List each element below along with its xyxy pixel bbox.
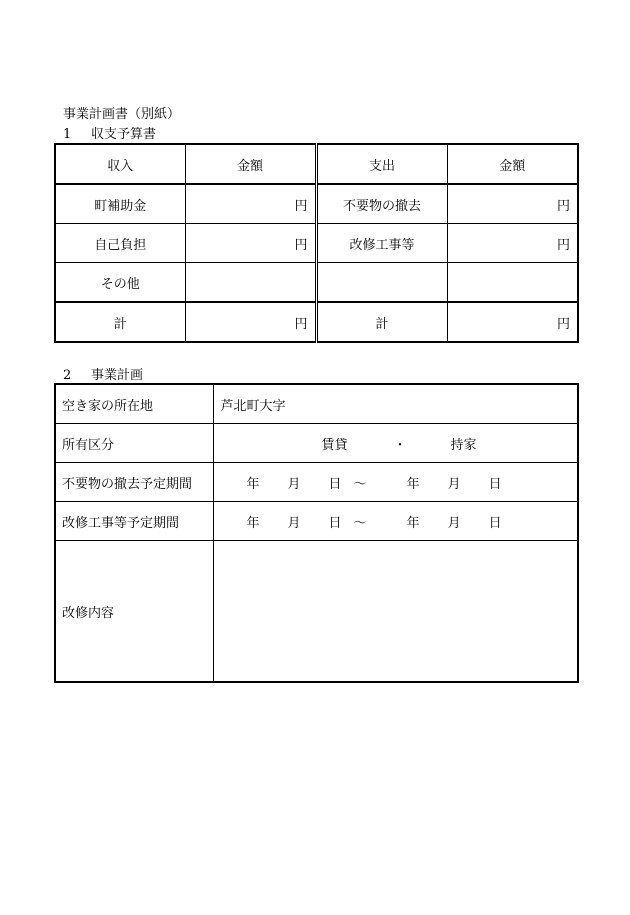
budget-row xyxy=(55,224,578,263)
income-item: 町補助金 xyxy=(55,184,185,224)
document-title: 事業計画書（別紙） xyxy=(63,107,181,122)
removal-period-label: 不要物の撤去予定期間 xyxy=(55,463,213,502)
income-item: その他 xyxy=(55,263,185,303)
section-2-title: 事業計画 xyxy=(91,368,144,383)
location-label: 空き家の所在地 xyxy=(55,384,213,424)
start-year-unit: 年 xyxy=(246,515,260,531)
period-tilde: ～ xyxy=(353,515,367,531)
ownership-label: 所有区分 xyxy=(55,424,213,463)
expense-amount-field[interactable]: 円 xyxy=(447,184,578,224)
expense-total-label: 計 xyxy=(316,302,447,342)
renovation-period-row xyxy=(55,502,578,541)
income-item: 自己負担 xyxy=(55,224,185,263)
section-2-number: 2 xyxy=(63,368,72,383)
expense-total-field[interactable]: 円 xyxy=(447,302,578,342)
income-total-label: 計 xyxy=(55,302,185,342)
section-1-title: 収支予算書 xyxy=(91,127,157,142)
ownership-row xyxy=(55,424,578,463)
header-income-amount: 金額 xyxy=(185,144,316,184)
location-field[interactable]: 芦北町大字 xyxy=(213,384,578,424)
removal-period-field[interactable] xyxy=(213,463,578,502)
content-label: 改修内容 xyxy=(55,541,213,683)
ownership-separator: ・ xyxy=(393,437,407,453)
period-tilde: ～ xyxy=(353,476,367,492)
budget-row xyxy=(55,263,578,303)
expense-amount-field[interactable] xyxy=(447,263,578,303)
renovation-period-label: 改修工事等予定期間 xyxy=(55,502,213,541)
header-expense: 支出 xyxy=(316,144,447,184)
ownership-field[interactable] xyxy=(213,424,578,463)
ownership-option-own[interactable]: 持家 xyxy=(450,437,477,453)
income-amount-field[interactable]: 円 xyxy=(185,184,316,224)
end-year-unit: 年 xyxy=(406,515,420,531)
start-year-unit: 年 xyxy=(246,476,260,492)
expense-item: 改修工事等 xyxy=(316,224,447,263)
end-day-unit: 日 xyxy=(488,476,502,492)
income-amount-field[interactable]: 円 xyxy=(185,224,316,263)
start-day-unit: 日 xyxy=(328,476,342,492)
budget-row xyxy=(55,184,578,224)
start-day-unit: 日 xyxy=(328,515,342,531)
end-month-unit: 月 xyxy=(447,476,461,492)
content-field[interactable] xyxy=(213,541,578,683)
end-month-unit: 月 xyxy=(447,515,461,531)
start-month-unit: 月 xyxy=(287,515,301,531)
end-year-unit: 年 xyxy=(406,476,420,492)
plan-table xyxy=(54,383,579,683)
section-2-heading xyxy=(63,364,143,383)
income-amount-field[interactable] xyxy=(185,263,316,303)
expense-amount-field[interactable]: 円 xyxy=(447,224,578,263)
header-expense-amount: 金額 xyxy=(447,144,578,184)
budget-table xyxy=(54,143,579,343)
expense-item[interactable] xyxy=(316,263,447,303)
budget-header-row xyxy=(55,144,578,184)
income-total-field[interactable]: 円 xyxy=(185,302,316,342)
section-1-heading xyxy=(63,123,156,142)
renovation-period-field[interactable] xyxy=(213,502,578,541)
budget-total-row xyxy=(55,302,578,342)
location-row xyxy=(55,384,578,424)
removal-period-row xyxy=(55,463,578,502)
header-income: 収入 xyxy=(55,144,185,184)
content-row xyxy=(55,541,578,683)
start-month-unit: 月 xyxy=(287,476,301,492)
ownership-option-rent[interactable]: 賃貸 xyxy=(321,437,348,453)
expense-item: 不要物の撤去 xyxy=(316,184,447,224)
section-1-number: 1 xyxy=(63,127,72,142)
end-day-unit: 日 xyxy=(488,515,502,531)
